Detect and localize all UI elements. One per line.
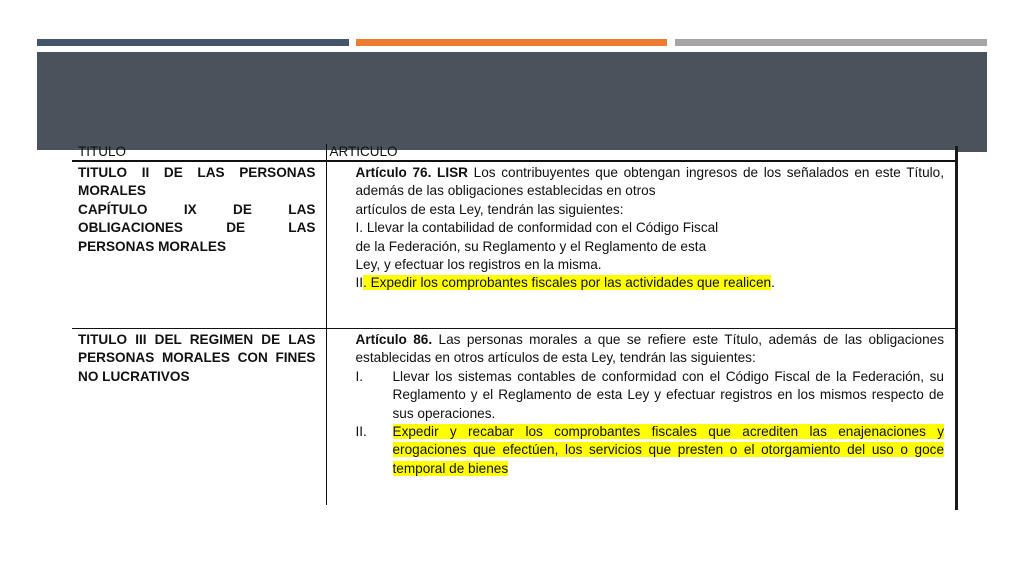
column-header-titulo: TITULO — [72, 144, 326, 161]
titulo-heading: TITULO II DE LAS PERSONAS MORALES — [78, 165, 316, 199]
articulo-cell — [326, 329, 956, 506]
article-intro: Artículo 76. LISR Los contribuyentes que obtengan ingresos de los señalados en este Título, además de las obligaciones establecidas en otros — [355, 165, 944, 199]
article-item-1: I. Llevar la contabilidad de conformidad con el Código Fiscal de la Federación, su Reglamento y el Reglamento de esta Ley, y efectuar los registros en la misma. — [355, 220, 719, 273]
article-item-2: II. Expedir los comprobantes fiscales por las actividades que realicen. — [355, 275, 775, 291]
article-intro-continued: artículos de esta Ley, tendrán las siguientes: — [355, 201, 624, 217]
slide-title-band-edge — [955, 140, 987, 152]
law-table — [72, 144, 956, 505]
highlighted-text: . Expedir los comprobantes fiscales por las actividades que realicen — [363, 275, 772, 291]
article-item-1 — [356, 368, 945, 423]
article-item-2 — [356, 423, 945, 478]
titulo-cell — [72, 329, 326, 506]
table-header-row — [72, 144, 956, 161]
comparison-table — [72, 144, 956, 505]
item-number: II. — [355, 424, 367, 440]
article-intro: Artículo 86. Las personas morales a que se refiere este Título, además de las obligaciones establecidas en otros artículos de esta Ley, tendrán las siguientes: — [355, 332, 945, 366]
article-title: Artículo 86. — [355, 332, 433, 347]
item-number: I. — [355, 368, 364, 384]
column-header-articulo: ARTICULO — [326, 144, 956, 161]
accent-bar-gray — [675, 39, 987, 46]
accent-bar-orange — [356, 39, 667, 46]
table-row — [72, 329, 956, 506]
capitulo-heading: CAPÍTULO IX DE LAS OBLIGACIONES DE LAS PERSONAS MORALES — [78, 201, 316, 254]
slide-title-band — [37, 52, 987, 150]
article-title: Artículo 76. LISR — [355, 165, 469, 180]
highlighted-text: Expedir y recabar los comprobantes fiscales que acrediten las enajenaciones y erogaciones que efectúen, los servicios que presten o el otorgamiento del uso o goce temporal de bienes — [392, 424, 944, 476]
item-text: Llevar los sistemas contables de conformidad con el Código Fiscal de la Federación, su Reglamento y el Reglamento de esta Ley y efectuar registros en los mismos respecto de sus operaciones. — [392, 368, 944, 421]
titulo-cell — [72, 161, 326, 329]
articulo-cell — [326, 161, 956, 329]
accent-bar-dark — [37, 39, 349, 46]
table-row — [72, 161, 956, 329]
titulo-heading: TITULO III DEL REGIMEN DE LAS PERSONAS MORALES CON FINES NO LUCRATIVOS — [78, 332, 316, 384]
